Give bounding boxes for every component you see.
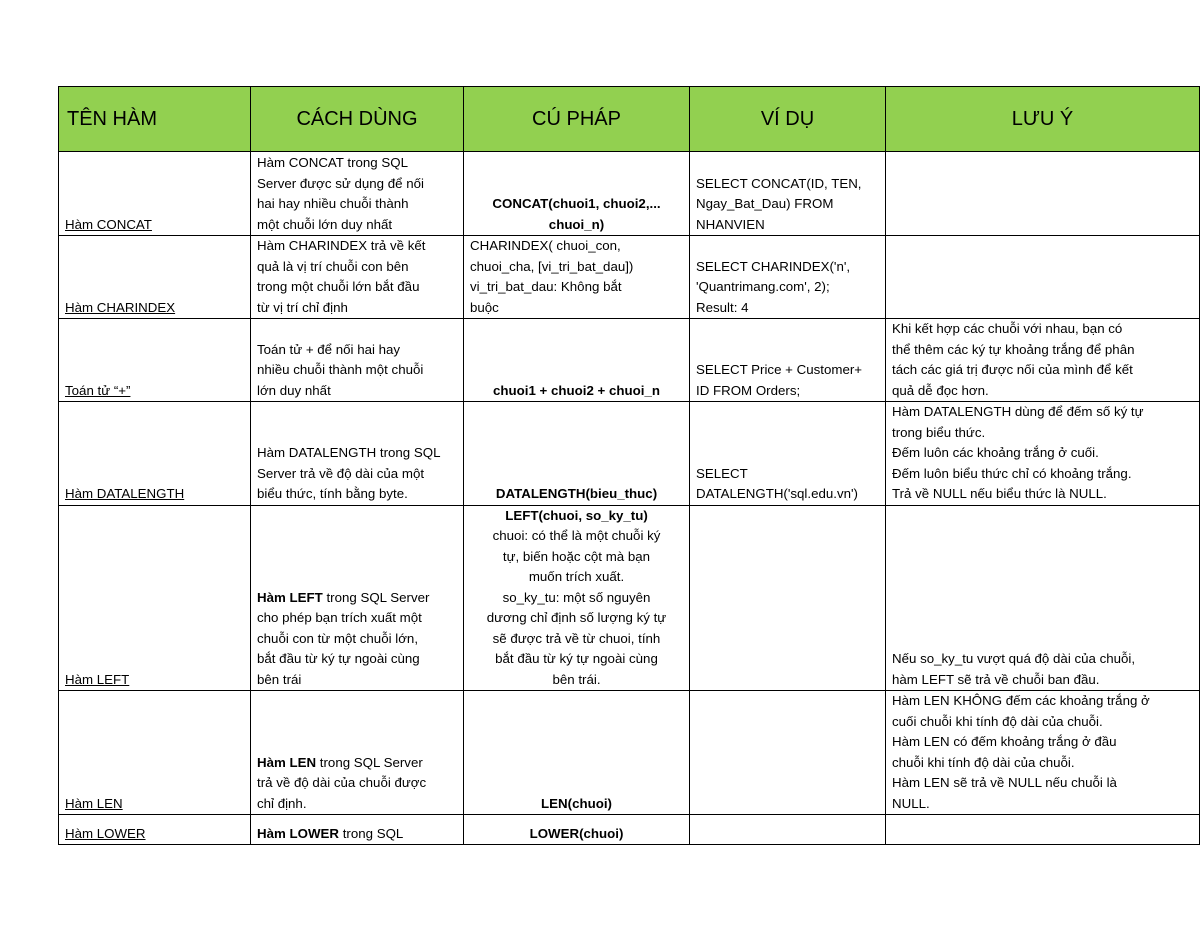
header-row xyxy=(59,87,1200,152)
note-line: Đếm luôn các khoảng trắng ở cuối. xyxy=(892,445,1099,460)
example-cell xyxy=(690,815,886,845)
function-name-cell xyxy=(59,402,251,506)
usage-cell xyxy=(251,236,464,319)
function-name-cell xyxy=(59,815,251,845)
syntax-line: CONCAT(chuoi1, chuoi2,... xyxy=(492,196,661,211)
syntax-line: chuoi1 + chuoi2 + chuoi_n xyxy=(493,382,660,398)
usage-line: hai hay nhiều chuỗi thành xyxy=(257,196,409,211)
note-line: Hàm LEN có đếm khoảng trắng ở đầu xyxy=(892,734,1117,749)
header-cu-phap: CÚ PHÁP xyxy=(464,87,690,152)
syntax-line: chuoi_cha, [vi_tri_bat_dau]) xyxy=(470,258,634,274)
function-name: Hàm DATALENGTH xyxy=(65,486,185,501)
syntax-line: LOWER(chuoi) xyxy=(529,825,624,841)
syntax-cell xyxy=(464,319,690,402)
example-line: SELECT xyxy=(696,465,748,481)
table-row xyxy=(59,319,1200,402)
syntax-line: tự, biến hoặc cột mà bạn xyxy=(502,548,651,564)
usage-bold: Hàm LOWER xyxy=(257,825,340,841)
usage-line: chuỗi con từ một chuỗi lớn, xyxy=(257,630,419,646)
function-name-cell xyxy=(59,319,251,402)
usage-line xyxy=(257,588,457,609)
function-name-cell xyxy=(59,505,251,691)
syntax-line: chuoi: có thể là một chuỗi ký xyxy=(492,528,661,543)
syntax-line: sẽ được trả về từ chuoi, tính xyxy=(492,630,661,646)
example-line: SELECT CHARINDEX('n', xyxy=(696,258,851,274)
note-line: thể thêm các ký tự khoảng trắng để phân xyxy=(892,341,1135,357)
usage-line: chỉ định. xyxy=(257,795,307,811)
note-line: Khi kết hợp các chuỗi với nhau, bạn có xyxy=(892,321,1123,336)
usage-line: lớn duy nhất xyxy=(257,382,331,398)
syntax-line: CHARINDEX( chuoi_con, xyxy=(470,238,621,253)
table-row xyxy=(59,402,1200,506)
function-name: Hàm CONCAT xyxy=(65,216,152,232)
example-line: SELECT CONCAT(ID, TEN, xyxy=(696,175,862,191)
syntax-line-bold: LEFT(chuoi, so_ky_tu) xyxy=(505,507,648,523)
usage-line: Server trả về độ dài của một xyxy=(257,465,425,481)
usage-cell xyxy=(251,152,464,236)
example-line: Result: 4 xyxy=(696,299,749,315)
usage-line: trả về độ dài của chuỗi được xyxy=(257,775,427,790)
usage-cell xyxy=(251,505,464,691)
note-line: Đếm luôn biểu thức chỉ có khoảng trắng. xyxy=(892,465,1132,481)
table-row xyxy=(59,152,1200,236)
usage-line: Server được sử dụng để nối xyxy=(257,175,424,191)
example-cell xyxy=(690,402,886,506)
function-name-cell xyxy=(59,152,251,236)
syntax-cell xyxy=(464,402,690,506)
function-name-cell xyxy=(59,691,251,815)
note-cell xyxy=(886,236,1200,319)
syntax-line: vi_tri_bat_dau: Không bắt xyxy=(470,279,622,294)
note-line: tách các giá trị được nối của mình để kết xyxy=(892,362,1133,377)
syntax-cell xyxy=(464,505,690,691)
note-line: Trả về NULL nếu biểu thức là NULL. xyxy=(892,486,1107,501)
usage-line: một chuỗi lớn duy nhất xyxy=(257,216,393,232)
example-line: DATALENGTH('sql.edu.vn') xyxy=(696,486,858,501)
usage-rest: trong SQL xyxy=(339,825,404,841)
table-row xyxy=(59,691,1200,815)
usage-line: Hàm CHARINDEX trả về kết xyxy=(257,238,426,253)
header-ten-ham: TÊN HÀM xyxy=(59,87,251,152)
usage-line: từ vị trí chỉ định xyxy=(257,299,348,315)
note-line: NULL. xyxy=(892,795,930,811)
example-cell xyxy=(690,236,886,319)
usage-line: cho phép bạn trích xuất một xyxy=(257,610,422,625)
note-line: Hàm LEN sẽ trả về NULL nếu chuỗi là xyxy=(892,775,1117,790)
usage-line: bắt đầu từ ký tự ngoài cùng xyxy=(257,651,420,666)
function-name: Hàm LEN xyxy=(65,795,123,811)
usage-line: Toán tử + để nối hai hay xyxy=(257,341,401,357)
header-cach-dung: CÁCH DÙNG xyxy=(251,87,464,152)
function-name: Hàm CHARINDEX xyxy=(65,299,176,315)
syntax-cell xyxy=(464,691,690,815)
example-cell xyxy=(690,152,886,236)
note-cell xyxy=(886,319,1200,402)
note-line: trong biểu thức. xyxy=(892,424,986,440)
usage-line: bên trái xyxy=(257,671,302,687)
note-line: Nếu so_ky_tu vượt quá độ dài của chuỗi, xyxy=(892,651,1136,666)
note-line: Hàm DATALENGTH dùng để đếm số ký tự xyxy=(892,404,1144,419)
sql-functions-table xyxy=(58,86,1200,845)
syntax-line: chuoi_n) xyxy=(548,216,605,232)
usage-line: Hàm CONCAT trong SQL xyxy=(257,155,408,170)
note-line: Hàm LEN KHÔNG đếm các khoảng trắng ở xyxy=(892,693,1150,708)
usage-line: Hàm DATALENGTH trong SQL xyxy=(257,445,441,460)
note-cell xyxy=(886,402,1200,506)
note-line: hàm LEFT sẽ trả về chuỗi ban đầu. xyxy=(892,671,1100,687)
syntax-line: so_ky_tu: một số nguyên xyxy=(502,589,651,605)
usage-bold: Hàm LEFT xyxy=(257,589,323,605)
syntax-cell xyxy=(464,152,690,236)
table-row xyxy=(59,236,1200,319)
note-cell xyxy=(886,505,1200,691)
example-line: NHANVIEN xyxy=(696,216,765,232)
note-cell xyxy=(886,152,1200,236)
syntax-line: bên trái. xyxy=(552,671,601,687)
example-cell xyxy=(690,319,886,402)
note-cell xyxy=(886,691,1200,815)
example-line: ID FROM Orders; xyxy=(696,382,801,398)
usage-cell xyxy=(251,691,464,815)
usage-line xyxy=(257,753,457,774)
example-line: 'Quantrimang.com', 2); xyxy=(696,279,830,294)
example-cell xyxy=(690,691,886,815)
syntax-cell xyxy=(464,236,690,319)
usage-line: quả là vị trí chuỗi con bên xyxy=(257,258,409,274)
syntax-line: dương chỉ định số lượng ký tự xyxy=(486,610,667,625)
note-cell xyxy=(886,815,1200,845)
syntax-cell xyxy=(464,815,690,845)
note-line: chuỗi khi tính độ dài của chuỗi. xyxy=(892,754,1075,770)
usage-line: biểu thức, tính bằng byte. xyxy=(257,486,408,501)
usage-rest: trong SQL Server xyxy=(316,754,423,770)
usage-rest: trong SQL Server xyxy=(322,589,430,605)
table-row xyxy=(59,505,1200,691)
function-name-cell xyxy=(59,236,251,319)
syntax-line: DATALENGTH(bieu_thuc) xyxy=(495,486,658,501)
example-cell xyxy=(690,505,886,691)
usage-bold: Hàm LEN xyxy=(257,754,317,770)
usage-cell xyxy=(251,402,464,506)
usage-cell xyxy=(251,319,464,402)
usage-cell xyxy=(251,815,464,845)
example-line: Ngay_Bat_Dau) FROM xyxy=(696,196,834,211)
table-row xyxy=(59,815,1200,845)
syntax-line: bắt đầu từ ký tự ngoài cùng xyxy=(495,651,658,666)
note-line: quả dễ đọc hơn. xyxy=(892,382,989,398)
function-name: Hàm LOWER xyxy=(65,825,146,841)
function-name: Hàm LEFT xyxy=(65,671,130,687)
function-name: Toán tử “+” xyxy=(65,382,131,398)
usage-line: trong một chuỗi lớn bắt đầu xyxy=(257,279,420,294)
header-luu-y: LƯU Ý xyxy=(886,87,1200,152)
note-line: cuối chuỗi khi tính độ dài của chuỗi. xyxy=(892,713,1103,729)
syntax-line: LEN(chuoi) xyxy=(541,795,612,811)
example-line: SELECT Price + Customer+ xyxy=(696,362,863,377)
syntax-line: buộc xyxy=(470,299,499,315)
syntax-line: muốn trích xuất. xyxy=(528,569,625,584)
header-vi-du: VÍ DỤ xyxy=(690,87,886,152)
usage-line: nhiều chuỗi thành một chuỗi xyxy=(257,362,424,377)
